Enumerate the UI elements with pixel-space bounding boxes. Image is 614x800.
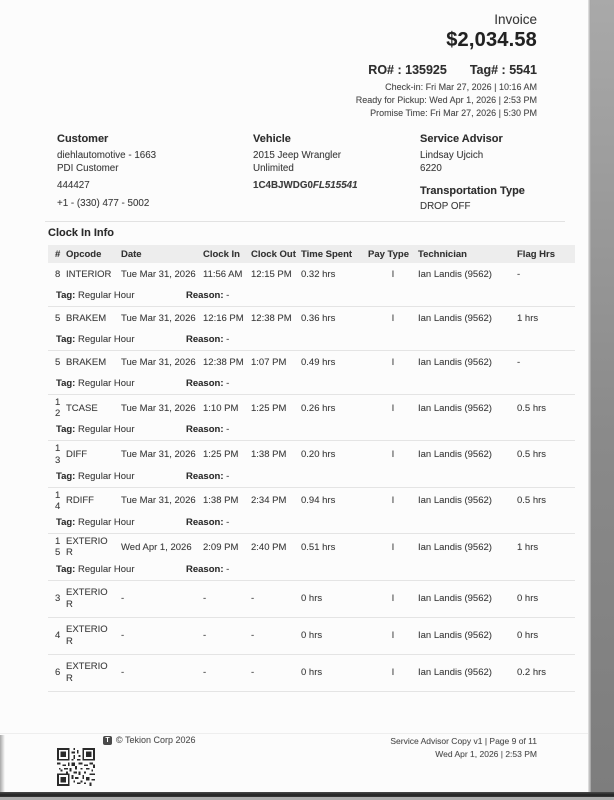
cell-pay-type: I: [391, 313, 395, 325]
footer-divider: [0, 733, 591, 734]
cell-opcode: BRAKEM: [66, 357, 107, 369]
reason-cell: Reason: -: [186, 334, 230, 345]
cell-time-spent: 0.36 hrs: [301, 313, 336, 325]
reason-cell: Reason: -: [186, 470, 230, 482]
transportation-value: DROP OFF: [420, 201, 471, 213]
col-header-date: Date: [121, 248, 142, 260]
cell-pay-type: I: [391, 667, 395, 679]
clock-row: [48, 655, 575, 691]
cell-opcode: EXTERIOR: [66, 587, 108, 610]
doc-type-label: Invoice: [494, 12, 537, 27]
cell-technician: Ian Landis (9562): [418, 630, 492, 642]
customer-type: PDI Customer: [57, 162, 119, 174]
vehicle-block: [253, 133, 420, 214]
cell-opcode: RDIFF: [66, 495, 94, 507]
tag-cell: Tag: Regular Hour: [56, 334, 135, 345]
advisor-id: 6220: [420, 162, 442, 174]
advisor-heading: Service Advisor: [420, 133, 503, 145]
cell-clock-out: 12:15 PM: [251, 269, 292, 281]
cell-time-spent: 0.20 hrs: [301, 449, 336, 460]
vehicle-vin: [253, 180, 420, 193]
cell-date: -: [121, 630, 125, 642]
vehicle-heading: Vehicle: [253, 133, 291, 145]
tag-number: 5541: [509, 63, 537, 77]
cell-time-spent: 0.32 hrs: [301, 269, 336, 281]
clock-row-group: [48, 655, 575, 692]
cell-num: 4: [55, 630, 61, 642]
cell-num: 13: [55, 443, 61, 466]
cell-num: 14: [55, 489, 61, 513]
cell-clock-out: -: [251, 593, 255, 605]
cell-num: 15: [55, 536, 61, 559]
reason-cell: Reason: -: [186, 378, 230, 389]
cell-time-spent: 0.26 hrs: [301, 402, 336, 414]
customer-block: [57, 133, 253, 214]
cell-time-spent: 0.51 hrs: [301, 541, 336, 553]
footer-right: [390, 735, 537, 761]
cell-opcode: EXTERIOR: [66, 536, 108, 559]
copyright-text: © Tekion Corp 2026: [116, 735, 196, 745]
clock-in-section: [48, 227, 575, 692]
cell-clock-in: -: [203, 630, 207, 642]
cell-flag-hrs: 0.5 hrs: [517, 402, 547, 414]
reason-cell: Reason: -: [186, 517, 230, 529]
clock-row-group: [48, 395, 575, 441]
clock-row: [48, 618, 575, 654]
ro-number: 135925: [405, 63, 447, 77]
cell-clock-in: 11:56 AM: [203, 269, 243, 281]
vin-suffix: FL515541: [312, 180, 358, 192]
cell-clock-out: 1:25 PM: [251, 402, 287, 414]
clock-row-group: [48, 263, 575, 307]
cell-clock-in: 1:10 PM: [203, 402, 239, 414]
tag-row: [48, 561, 575, 580]
col-header-opcode: Opcode: [66, 248, 102, 260]
cell-flag-hrs: 0.2 hrs: [517, 667, 547, 679]
cell-pay-type: I: [391, 630, 395, 642]
cell-opcode: DIFF: [66, 449, 88, 460]
cell-technician: Ian Landis (9562): [418, 313, 492, 325]
advisor-block: [420, 133, 563, 214]
clock-row: [48, 263, 575, 287]
cell-pay-type: I: [391, 357, 395, 369]
invoice-header: [356, 12, 537, 120]
cell-date: Tue Mar 31, 2026: [121, 357, 196, 369]
cell-num: 6: [55, 667, 61, 679]
cell-time-spent: 0.94 hrs: [301, 495, 336, 507]
ro-tag-line: [356, 63, 537, 77]
tag-cell: Tag: Regular Hour: [56, 424, 135, 436]
cell-date: Tue Mar 31, 2026: [121, 402, 196, 414]
clock-row-group: [48, 351, 575, 395]
tag-cell: Tag: Regular Hour: [56, 517, 135, 529]
col-header-num: #: [55, 248, 61, 260]
col-header-pay-type: Pay Type: [368, 248, 410, 260]
customer-name: diehlautomotive - 1663: [57, 150, 157, 161]
clock-row-group: [48, 581, 575, 618]
tag-row: [48, 514, 575, 533]
cell-clock-out: -: [251, 630, 255, 642]
cell-pay-type: I: [391, 495, 395, 507]
clock-row: [48, 307, 575, 331]
customer-heading: Customer: [57, 133, 109, 145]
tag-cell: Tag: Regular Hour: [56, 378, 135, 389]
cell-technician: Ian Landis (9562): [418, 541, 492, 553]
print-datetime: Wed Apr 1, 2026 | 2:53 PM: [435, 749, 537, 760]
reason-cell: Reason: -: [186, 290, 230, 301]
section-divider: [45, 221, 565, 222]
cell-date: -: [121, 593, 125, 605]
cell-opcode: BRAKEM: [66, 313, 107, 325]
cell-opcode: EXTERIOR: [66, 661, 108, 684]
ro-label: RO# :: [368, 63, 402, 77]
cell-date: Wed Apr 1, 2026: [121, 541, 192, 553]
tag-label: Tag# :: [469, 63, 506, 77]
clock-in-header-row: [48, 245, 575, 263]
vehicle-model: 2015 Jeep Wrangler Unlimited: [253, 150, 342, 174]
tag-row: [48, 375, 575, 394]
cell-opcode: INTERIOR: [66, 269, 112, 281]
customer-id: 444427: [57, 180, 90, 192]
cell-opcode: EXTERIOR: [66, 624, 108, 647]
tag-row: [48, 421, 575, 440]
cell-clock-out: 1:07 PM: [251, 357, 287, 369]
col-header-flag-hrs: Flag Hrs: [517, 248, 556, 260]
info-section: [57, 133, 563, 214]
tag-cell: Tag: Regular Hour: [56, 290, 135, 301]
cell-date: -: [121, 667, 125, 679]
cell-clock-in: 12:16 PM: [203, 313, 244, 325]
cell-flag-hrs: 0.5 hrs: [517, 449, 547, 460]
scan-left-shadow: [0, 735, 5, 792]
tag-row: [48, 331, 575, 350]
cell-technician: Ian Landis (9562): [418, 449, 492, 460]
cell-time-spent: 0.49 hrs: [301, 357, 336, 369]
tag-cell: Tag: Regular Hour: [56, 470, 135, 482]
col-header-clock-in: Clock In: [203, 248, 240, 260]
cell-num: 3: [55, 593, 61, 605]
footer-left: [103, 735, 196, 745]
col-header-technician: Technician: [418, 248, 467, 260]
cell-technician: Ian Landis (9562): [418, 269, 492, 281]
clock-row-group: [48, 307, 575, 351]
scan-background: [591, 0, 614, 792]
cell-date: Tue Mar 31, 2026: [121, 269, 196, 281]
cell-num: 12: [55, 397, 61, 420]
cell-flag-hrs: 0 hrs: [517, 593, 539, 605]
clock-row: [48, 488, 575, 514]
cell-technician: Ian Landis (9562): [418, 495, 492, 507]
cell-opcode: TCASE: [66, 402, 98, 414]
cell-time-spent: 0 hrs: [301, 630, 323, 642]
cell-clock-out: 12:38 PM: [251, 313, 292, 325]
clock-row: [48, 351, 575, 375]
cell-num: 8: [55, 269, 61, 281]
clock-row-group: [48, 488, 575, 534]
cell-pay-type: I: [391, 269, 395, 281]
ready-for-pickup-line: Ready for Pickup: Wed Apr 1, 2026 | 2:53 PM: [355, 95, 537, 106]
clock-row: [48, 441, 575, 467]
cell-clock-out: 2:34 PM: [251, 495, 287, 507]
copy-info: Service Advisor Copy v1 | Page 9 of 11: [390, 736, 537, 746]
clock-in-title: Clock In Info: [48, 227, 114, 239]
reason-cell: Reason: -: [186, 424, 230, 436]
cell-pay-type: I: [391, 541, 395, 553]
cell-clock-in: 2:09 PM: [203, 541, 239, 553]
tekion-logo-icon: T: [103, 736, 112, 745]
cell-flag-hrs: -: [517, 269, 521, 281]
tag-row: [48, 468, 575, 487]
cell-clock-out: -: [251, 667, 255, 679]
cell-clock-in: 12:38 PM: [203, 357, 244, 369]
cell-technician: Ian Landis (9562): [418, 593, 492, 605]
vin-prefix: 1C4BJWDG0: [253, 180, 313, 192]
cell-flag-hrs: 1 hrs: [517, 541, 539, 553]
col-header-time-spent: Time Spent: [301, 248, 353, 260]
cell-pay-type: I: [391, 449, 395, 460]
cell-flag-hrs: 0 hrs: [517, 630, 539, 642]
clock-row: [48, 534, 575, 560]
cell-clock-out: 2:40 PM: [251, 541, 287, 553]
customer-phone: +1 - (330) 477 - 5002: [57, 198, 150, 210]
cell-date: Tue Mar 31, 2026: [121, 495, 196, 507]
cell-flag-hrs: -: [517, 357, 521, 369]
header-meta: [356, 81, 537, 120]
promise-time-line: Promise Time: Fri Mar 27, 2026 | 5:30 PM: [370, 108, 537, 119]
cell-clock-out: 1:38 PM: [251, 449, 287, 460]
clock-row: [48, 581, 575, 617]
cell-pay-type: I: [391, 593, 395, 605]
clock-row-group: [48, 534, 575, 580]
cell-num: 5: [55, 357, 61, 369]
cell-technician: Ian Landis (9562): [418, 357, 492, 369]
clock-row: [48, 395, 575, 421]
cell-flag-hrs: 0.5 hrs: [517, 495, 547, 507]
qr-code-icon: [57, 748, 95, 786]
cell-date: Tue Mar 31, 2026: [121, 313, 196, 325]
checkin-line: Check-in: Fri Mar 27, 2026 | 10:16 AM: [385, 82, 537, 92]
clock-in-rows: [48, 263, 575, 692]
cell-pay-type: I: [391, 402, 395, 414]
tag-cell: Tag: Regular Hour: [56, 563, 135, 575]
cell-time-spent: 0 hrs: [301, 593, 323, 605]
cell-time-spent: 0 hrs: [301, 667, 323, 679]
cell-technician: Ian Landis (9562): [418, 402, 492, 414]
invoice-amount: $2,034.58: [446, 29, 537, 51]
cell-clock-in: -: [203, 667, 207, 679]
cell-num: 5: [55, 313, 61, 325]
tag-row: [48, 287, 575, 306]
transportation-heading: Transportation Type: [420, 185, 525, 198]
cell-clock-in: 1:38 PM: [203, 495, 239, 507]
reason-cell: Reason: -: [186, 563, 230, 575]
cell-flag-hrs: 1 hrs: [517, 313, 539, 325]
col-header-clock-out: Clock Out: [251, 248, 296, 260]
cell-clock-in: 1:25 PM: [203, 449, 239, 460]
cell-date: Tue Mar 31, 2026: [121, 449, 196, 460]
advisor-name: Lindsay Ujcich: [420, 150, 484, 161]
clock-row-group: [48, 441, 575, 487]
cell-technician: Ian Landis (9562): [418, 667, 492, 679]
clock-row-group: [48, 618, 575, 655]
cell-clock-in: -: [203, 593, 207, 605]
